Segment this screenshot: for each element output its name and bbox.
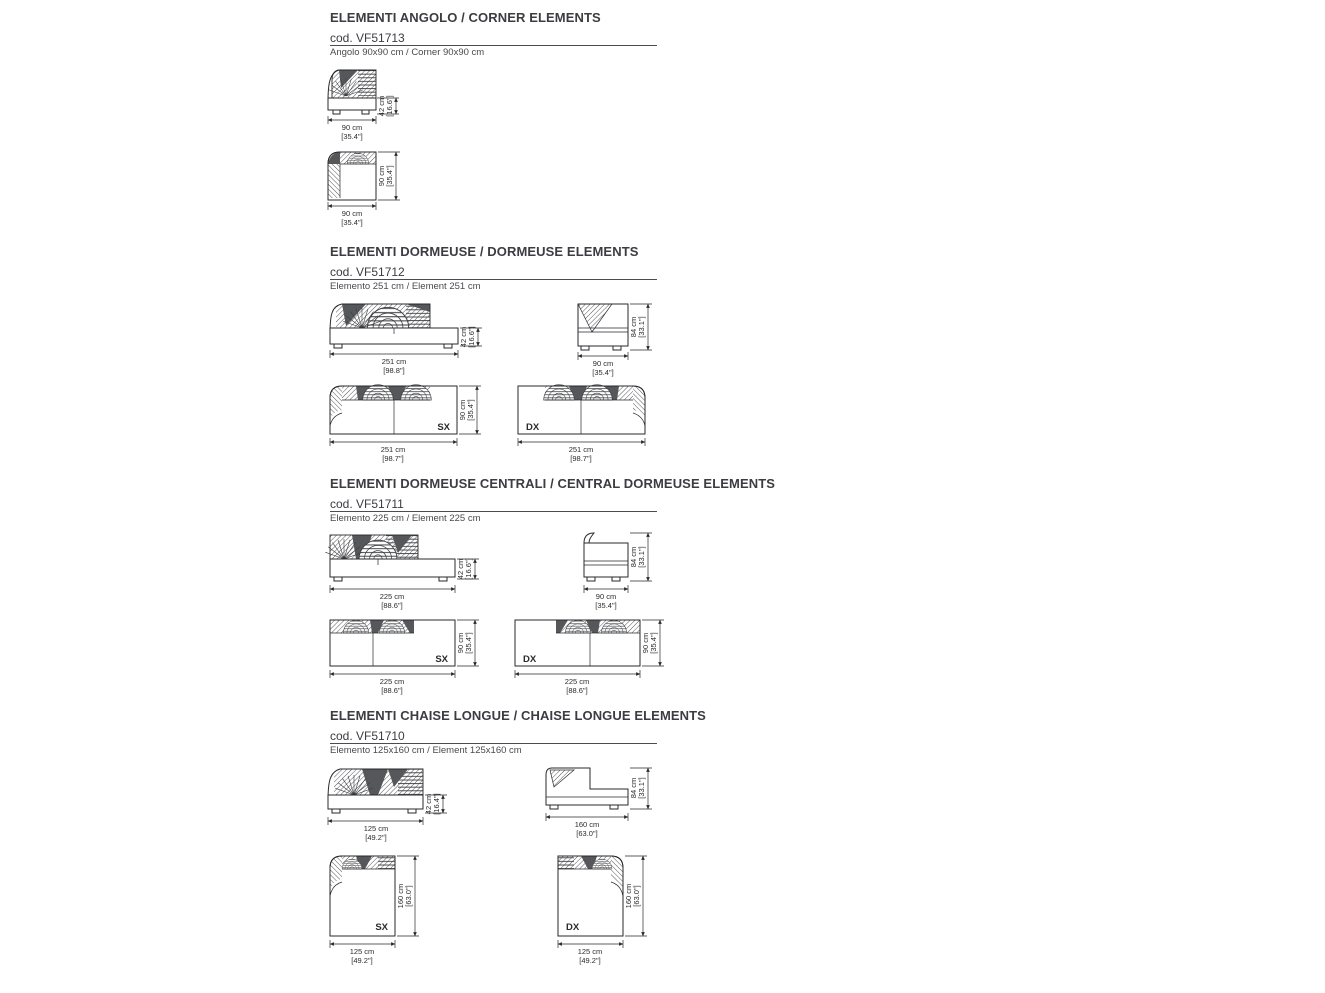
dim-depth-in: [35.4"] [649, 632, 658, 654]
dim-width: 90 cm [341, 209, 363, 218]
dim-width: 251 cm [380, 445, 406, 454]
depth-dimension [641, 620, 664, 666]
depth-dimension [624, 856, 647, 936]
width-dimension [558, 940, 623, 965]
central-side-drawing [574, 529, 678, 617]
dormeuse-plan-sx-drawing [326, 380, 486, 468]
corner-plan-drawing [326, 148, 416, 234]
dormeuse-plan-dx-drawing [514, 380, 674, 468]
width-dimension [328, 116, 376, 141]
dim-depth-in: [63.0"] [632, 885, 641, 907]
width-dimension [330, 940, 395, 965]
dim-width: 225 cm [379, 592, 405, 601]
dim-width: 251 cm [381, 357, 407, 366]
dim-width-in: [49.2"] [365, 833, 387, 842]
orientation-label: DX [566, 922, 580, 933]
furniture-dormeuse-plan-dx [518, 385, 645, 434]
dim-height: 84 cm [629, 316, 638, 338]
central-plan-dx-drawing [511, 614, 671, 698]
chaise-plan-dx-drawing [554, 846, 660, 970]
dim-depth: 160 cm [624, 883, 633, 909]
dim-width-in: [98.7"] [570, 454, 592, 463]
section-subtitle-chaise: Elemento 125x160 cm / Element 125x160 cm [330, 745, 522, 756]
dim-height-in: [33.1"] [637, 316, 646, 338]
furniture-central-front [325, 535, 455, 581]
section-rule [330, 511, 657, 512]
dormeuse-front-drawing [326, 298, 486, 378]
section-subtitle-central: Elemento 225 cm / Element 225 cm [330, 513, 481, 524]
dim-height-in: [33.1"] [637, 777, 646, 799]
central-front-drawing [326, 531, 486, 610]
section-code-central: cod. VF51711 [330, 497, 404, 511]
height-dimension [629, 304, 652, 350]
corner-front-drawing [326, 66, 416, 148]
dim-depth: 90 cm [456, 632, 465, 654]
furniture-dormeuse-plan-sx [330, 385, 457, 434]
dim-width-in: [35.4"] [341, 132, 363, 141]
dim-width-in: [88.6"] [381, 601, 403, 610]
dim-width-in: [35.4"] [592, 368, 614, 377]
dim-width: 90 cm [592, 359, 614, 368]
chaise-front-drawing [326, 761, 452, 847]
width-dimension [330, 438, 457, 463]
dim-width: 90 cm [341, 123, 363, 132]
section-code-dormeuse: cod. VF51712 [330, 265, 405, 279]
depth-dimension [458, 386, 481, 434]
dim-width: 160 cm [574, 820, 600, 829]
section-title-corner: ELEMENTI ANGOLO / CORNER ELEMENTS [330, 10, 601, 25]
dim-height-in: [33.1"] [637, 546, 646, 568]
dim-width: 125 cm [363, 824, 389, 833]
width-dimension [330, 670, 455, 695]
dim-width: 125 cm [577, 947, 603, 956]
dim-height: 42 cm [456, 558, 465, 580]
dim-width-in: [49.2"] [351, 956, 373, 965]
width-dimension [518, 438, 645, 463]
dim-height-in: [16.6"] [385, 95, 394, 117]
dim-depth: 160 cm [396, 883, 405, 909]
dim-height: 84 cm [629, 777, 638, 799]
chaise-side-drawing [540, 761, 660, 847]
width-dimension [330, 350, 458, 375]
dim-width-in: [63.0"] [576, 829, 598, 838]
depth-dimension [456, 620, 479, 666]
height-dimension [377, 95, 399, 116]
depth-dimension [396, 856, 419, 936]
section-title-central: ELEMENTI DORMEUSE CENTRALI / CENTRAL DORMEUSE ELEMENTS [330, 476, 776, 491]
dim-width: 225 cm [564, 677, 590, 686]
depth-dimension [377, 152, 400, 200]
furniture-corner-front [328, 70, 376, 114]
furniture-chaise-plan-sx [330, 856, 395, 936]
section-title-chaise: ELEMENTI CHAISE LONGUE / CHAISE LONGUE ELEMENTS [330, 708, 706, 723]
furniture-dormeuse-front [330, 304, 458, 348]
dim-width-in: [35.4"] [341, 218, 363, 227]
section-title-dormeuse: ELEMENTI DORMEUSE / DORMEUSE ELEMENTS [330, 244, 639, 259]
width-dimension [546, 813, 628, 838]
height-dimension [629, 768, 652, 809]
dim-depth: 90 cm [377, 165, 386, 187]
orientation-label: SX [375, 922, 388, 933]
dim-height-in: [16.6"] [464, 558, 473, 580]
furniture-dormeuse-side [578, 304, 628, 350]
dim-width-in: [49.2"] [579, 956, 601, 965]
height-dimension [459, 326, 482, 347]
section-rule [330, 45, 657, 46]
furniture-chaise-side [546, 768, 628, 809]
dim-height: 42 cm [377, 95, 386, 117]
width-dimension [584, 585, 628, 610]
furniture-central-side [584, 533, 628, 581]
dim-width: 251 cm [568, 445, 594, 454]
dim-depth-in: [35.4"] [466, 399, 475, 421]
orientation-label: SX [437, 422, 450, 433]
width-dimension [328, 202, 376, 227]
section-rule [330, 743, 657, 744]
orientation-label: DX [523, 654, 537, 665]
dim-depth-in: [35.4"] [464, 632, 473, 654]
dim-width-in: [98.7"] [382, 454, 404, 463]
dim-width-in: [88.6"] [381, 686, 403, 695]
dim-width-in: [98.8"] [383, 366, 405, 375]
height-dimension [424, 793, 447, 814]
dim-width-in: [35.4"] [595, 601, 617, 610]
chaise-plan-sx-drawing [326, 846, 432, 970]
dim-height-in: [16.6"] [467, 326, 476, 348]
width-dimension [328, 817, 423, 842]
central-plan-sx-drawing [326, 614, 486, 698]
dim-width: 125 cm [349, 947, 375, 956]
orientation-label: SX [435, 654, 448, 665]
width-dimension [515, 670, 640, 695]
width-dimension [330, 585, 455, 610]
dim-depth-in: [35.4"] [385, 165, 394, 187]
section-subtitle-dormeuse: Elemento 251 cm / Element 251 cm [330, 281, 481, 292]
section-subtitle-corner: Angolo 90x90 cm / Corner 90x90 cm [330, 47, 485, 58]
dim-depth-in: [63.0"] [404, 885, 413, 907]
furniture-chaise-plan-dx [558, 856, 623, 936]
dim-height: 42 cm [459, 326, 468, 348]
dormeuse-side-drawing [574, 296, 678, 384]
dim-height: 84 cm [629, 546, 638, 568]
furniture-chaise-front [328, 769, 423, 813]
furniture-corner-plan [328, 152, 376, 200]
section-code-chaise: cod. VF51710 [330, 729, 405, 743]
dim-width-in: [88.6"] [566, 686, 588, 695]
width-dimension [578, 352, 628, 377]
dim-depth: 90 cm [458, 399, 467, 421]
dim-depth: 90 cm [641, 632, 650, 654]
section-rule [330, 279, 657, 280]
section-code-corner: cod. VF51713 [330, 31, 405, 45]
dim-height: 42 cm [424, 793, 433, 815]
height-dimension [629, 533, 652, 581]
dim-width: 225 cm [379, 677, 405, 686]
furniture-central-plan-sx [330, 620, 455, 666]
dim-width: 90 cm [595, 592, 617, 601]
furniture-central-plan-dx [515, 620, 640, 666]
height-dimension [456, 558, 479, 579]
dim-height-in: [16.4"] [432, 793, 441, 815]
orientation-label: DX [526, 422, 540, 433]
